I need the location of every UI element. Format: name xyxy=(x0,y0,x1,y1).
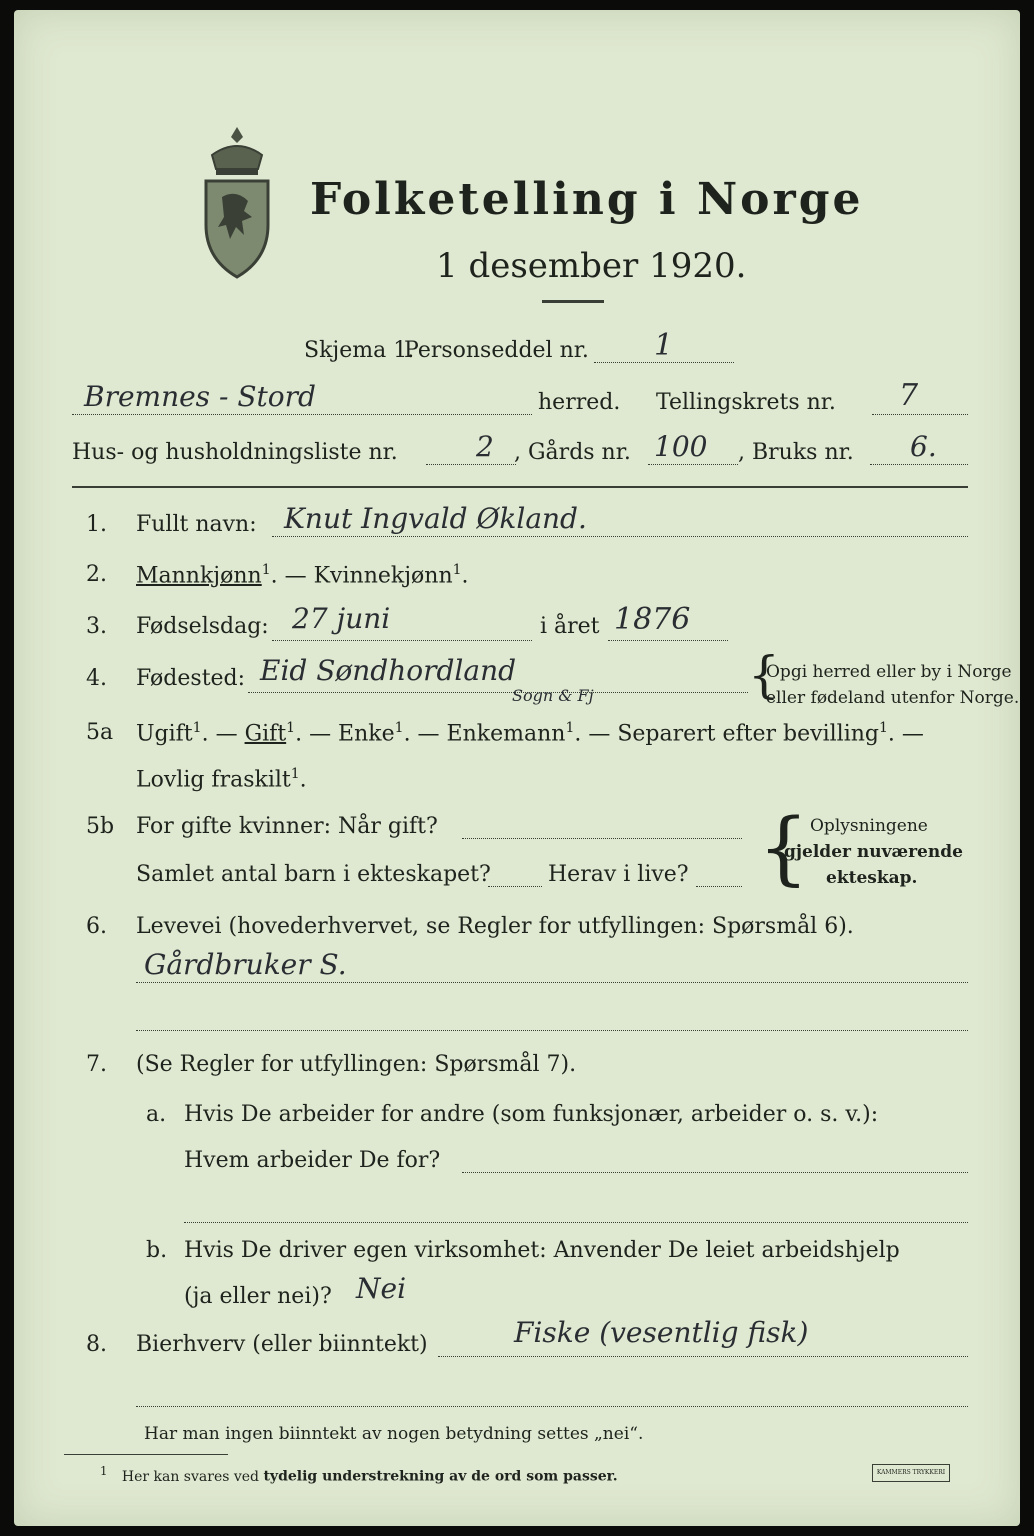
q3-number: 3. xyxy=(86,614,107,639)
personseddel-line xyxy=(594,362,734,363)
title-divider xyxy=(542,300,604,303)
q5a-sup: 1 xyxy=(286,720,296,736)
q2-male: Mannkjønn xyxy=(136,563,262,589)
q5b-note1: Oplysningene xyxy=(810,816,928,836)
q5b-line2 xyxy=(488,886,542,887)
footnote-rule xyxy=(64,1454,228,1455)
q2-number: 2. xyxy=(86,562,107,587)
q5b-note3: ekteskap. xyxy=(826,868,918,888)
q8-value: Fiske (vesentlig fisk) xyxy=(514,1316,809,1349)
q5a-sep: . — xyxy=(201,721,245,747)
q5b-label2: Samlet antal barn i ekteskapet? xyxy=(136,862,491,887)
tellingskrets-line xyxy=(872,414,968,415)
q5a-sup: 1 xyxy=(290,766,300,782)
tellingskrets-value: 7 xyxy=(899,378,919,413)
footer-note: Har man ingen biinntekt av nogen betydning settes „nei“. xyxy=(144,1424,644,1444)
q5b-line3 xyxy=(696,886,742,887)
q2-sup1: 1 xyxy=(261,562,271,578)
q5a-end: . — xyxy=(887,721,924,747)
q5b-brace: { xyxy=(758,801,809,894)
q7a-label2: Hvem arbeider De for? xyxy=(184,1148,441,1173)
tellingskrets-label: Tellingskrets nr. xyxy=(656,390,836,415)
q5a-separert: . — Separert efter bevilling xyxy=(574,721,879,747)
q7b-label: Hvis De driver egen virksomhet: Anvender De leiet arbeidshjelp xyxy=(184,1238,900,1263)
q7a-label: Hvis De arbeider for andre (som funksjonær, arbeider o. s. v.): xyxy=(184,1102,879,1127)
skjema-label: Skjema 1. xyxy=(304,338,415,363)
q5b-label3: Herav i live? xyxy=(548,862,689,887)
q5a-ugift: Ugift xyxy=(136,721,193,747)
q2-sup2: 1 xyxy=(452,562,462,578)
q5a-fraskilt: Lovlig fraskilt xyxy=(136,767,291,793)
q4-line xyxy=(248,692,748,693)
q5a-gift: Gift xyxy=(244,721,287,747)
q7a-line2 xyxy=(184,1222,968,1223)
q7-number: 7. xyxy=(86,1052,107,1077)
q8-line1 xyxy=(438,1356,968,1357)
bruks-value: 6. xyxy=(910,430,937,463)
footnote xyxy=(100,1464,618,1485)
q5a-enkemann: . — Enkemann xyxy=(403,721,566,747)
q4-brace: { xyxy=(748,646,780,704)
q2-female: Kvinnekjønn xyxy=(313,563,453,589)
q6-line1 xyxy=(136,982,968,983)
q7b-value: Nei xyxy=(356,1272,407,1305)
q3-label: Fødselsdag: xyxy=(136,614,269,639)
q4-number: 4. xyxy=(86,666,107,691)
q5a-sup: 1 xyxy=(394,720,404,736)
husliste-value: 2 xyxy=(476,430,494,463)
q1-value: Knut Ingvald Økland. xyxy=(284,502,587,535)
q5a-enke: . — Enke xyxy=(295,721,395,747)
q1-number: 1. xyxy=(86,512,107,537)
q4-note1: Opgi herred eller by i Norge xyxy=(766,662,1012,682)
q8-number: 8. xyxy=(86,1332,107,1357)
census-form xyxy=(14,10,1020,1526)
q4-note2: eller fødeland utenfor Norge. xyxy=(766,688,1020,708)
personseddel-value: 1 xyxy=(654,328,674,363)
q5b-line1 xyxy=(462,838,742,839)
q6-line2 xyxy=(136,1030,968,1031)
q1-label: Fullt navn: xyxy=(136,512,257,537)
gards-value: 100 xyxy=(654,430,708,463)
footnote-text-a: Her kan svares ved xyxy=(121,1468,264,1485)
footnote-text-b: tydelig understrekning av de ord som passer. xyxy=(263,1468,618,1485)
q6-number: 6. xyxy=(86,914,107,939)
q8-line2 xyxy=(136,1406,968,1407)
q5b-label1: For gifte kvinner: Når gift? xyxy=(136,814,438,839)
q4-sub-value: Sogn & Fj xyxy=(512,686,594,705)
herred-value: Bremnes - Stord xyxy=(84,380,316,413)
q7b-number: b. xyxy=(146,1238,168,1263)
q3-year-line xyxy=(608,640,728,641)
q5a-line2 xyxy=(136,766,307,792)
form-title: Folketelling i Norge xyxy=(310,174,864,225)
q3-line xyxy=(272,640,532,641)
q5a-number: 5a xyxy=(86,720,114,745)
herred-line xyxy=(72,414,532,415)
q5a-line2-end: . xyxy=(299,767,307,793)
q7a-number: a. xyxy=(146,1102,167,1127)
q7-label: (Se Regler for utfyllingen: Spørsmål 7). xyxy=(136,1052,577,1077)
q5a-line1 xyxy=(136,720,924,746)
q8-label: Bierhverv (eller biinntekt) xyxy=(136,1332,428,1357)
q1-line xyxy=(272,536,968,537)
herred-label: herred. xyxy=(538,390,621,415)
q7b-label2: (ja eller nei)? xyxy=(184,1284,332,1309)
q7a-line1 xyxy=(462,1172,968,1173)
q3-year-label: i året xyxy=(540,614,600,639)
gards-line xyxy=(648,464,738,465)
husliste-label: Hus- og husholdningsliste nr. xyxy=(72,440,398,465)
footnote-number: 1 xyxy=(100,1464,108,1478)
q6-label: Levevei (hovederhvervet, se Regler for utfyllingen: Spørsmål 6). xyxy=(136,914,854,939)
form-date: 1 desember 1920. xyxy=(436,246,747,286)
bruks-line xyxy=(870,464,968,465)
q4-label: Fødested: xyxy=(136,666,246,691)
q5a-sup: 1 xyxy=(878,720,888,736)
q2-end: . xyxy=(461,563,469,589)
gards-label: , Gårds nr. xyxy=(514,440,631,465)
q5b-number: 5b xyxy=(86,814,115,839)
husliste-line xyxy=(426,464,516,465)
q5a-sup: 1 xyxy=(192,720,202,736)
q2-text xyxy=(136,562,469,588)
coat-of-arms-icon xyxy=(192,125,282,285)
q2-sep: . — xyxy=(270,563,314,589)
q4-value: Eid Søndhordland xyxy=(260,654,517,687)
q5a-sup: 1 xyxy=(565,720,575,736)
q3-value: 27 juni xyxy=(292,602,391,635)
personseddel-label: Personseddel nr. xyxy=(404,338,589,363)
printer-stamp: KAMMERS TRYKKERI xyxy=(872,1464,950,1482)
q3-year-value: 1876 xyxy=(614,602,691,637)
q6-value: Gårdbruker S. xyxy=(144,948,347,981)
header-separator xyxy=(72,486,968,488)
bruks-label: , Bruks nr. xyxy=(738,440,854,465)
q5b-note2: gjelder nuværende xyxy=(784,842,963,862)
